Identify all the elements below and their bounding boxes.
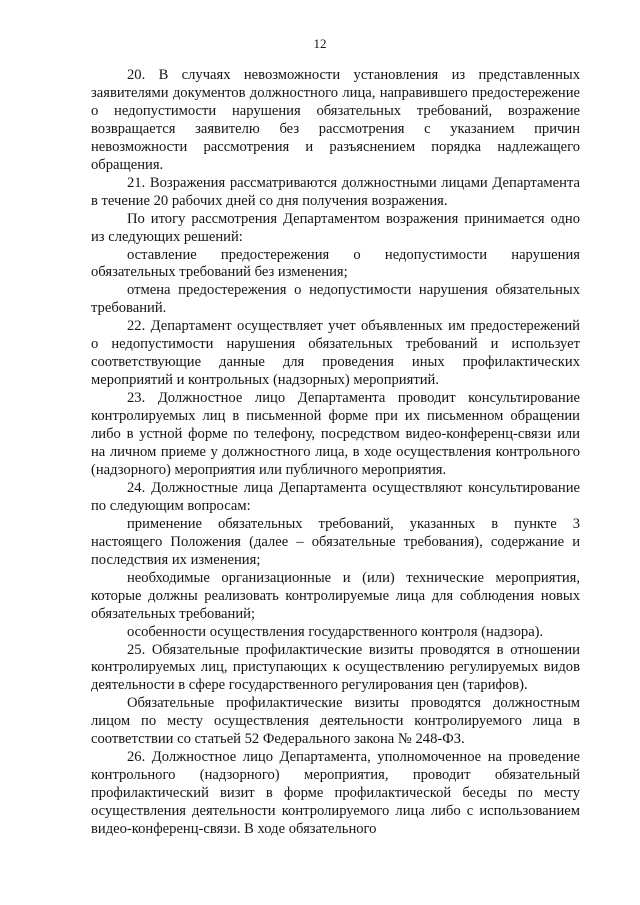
page-number: 12 — [313, 36, 327, 51]
paragraph-22: 22. Департамент осуществляет учет объявленных им предостережений о недопустимости нарушения обязательных требований и использует соответствующие данные для проведения иных профилактических мероприятий и контрольных (надзорных) мероприятий. — [91, 318, 580, 389]
paragraph-25-visits: Обязательные профилактические визиты проводятся должностным лицом по месту осуществления деятельности контролируемого лица в соответствии со статьей 52 Федерального закона № 248-ФЗ. — [91, 695, 580, 748]
paragraph-26: 26. Должностное лицо Департамента, уполномоченное на проведение контрольного (надзорного) мероприятия, проводит обязательный профилактический визит в форме профилактической беседы по месту осуществления деятельности контролируемого лица либо с использованием видео-конференц-связи. В ходе обязательного — [91, 749, 580, 838]
paragraph-24: 24. Должностные лица Департамента осуществляют консультирование по следующим вопросам: — [91, 479, 580, 514]
paragraph-decision-intro: По итогу рассмотрения Департаментом возражения принимается одно из следующих решений: — [91, 210, 580, 245]
document-body — [91, 67, 580, 839]
paragraph-20: 20. В случаях невозможности установления из представленных заявителями документов должностного лица, направившего предостережение о недопустимости нарушения обязательных требований, возражение возвращается заявителю без рассмотрения с указанием причин невозможности рассмотрения и разъяснением порядка надлежащего обращения. — [91, 67, 580, 173]
paragraph-21: 21. Возражения рассматриваются должностными лицами Департамента в течение 20 рабочих дней со дня получения возражения. — [91, 174, 580, 209]
paragraph-decision-cancel: отмена предостережения о недопустимости нарушения обязательных требований. — [91, 282, 580, 317]
paragraph-24-item-requirements: применение обязательных требований, указанных в пункте 3 настоящего Положения (далее – обязательные требования), содержание и последствия их изменения; — [91, 515, 580, 568]
paragraph-23: 23. Должностное лицо Департамента проводит консультирование контролируемых лиц в письменной форме при их письменном обращении либо в устной форме по телефону, посредством видео-конференц-связи или на личном приеме у должностного лица, в ходе осуществления контрольного (надзорного) мероприятия или публичного мероприятия. — [91, 390, 580, 478]
paragraph-24-item-features: особенности осуществления государственного контроля (надзора). — [127, 623, 544, 640]
paragraph-decision-keep: оставление предостережения о недопустимости нарушения обязательных требований без изменения; — [91, 246, 580, 281]
paragraph-25: 25. Обязательные профилактические визиты проводятся в отношении контролируемых лиц, приступающих к осуществлению регулируемых видов деятельности в сфере государственного регулирования цен (тарифов). — [91, 641, 580, 694]
paragraph-24-item-measures: необходимые организационные и (или) технические мероприятия, которые должны реализовать контролируемые лица для соблюдения новых обязательных требований; — [91, 569, 580, 622]
